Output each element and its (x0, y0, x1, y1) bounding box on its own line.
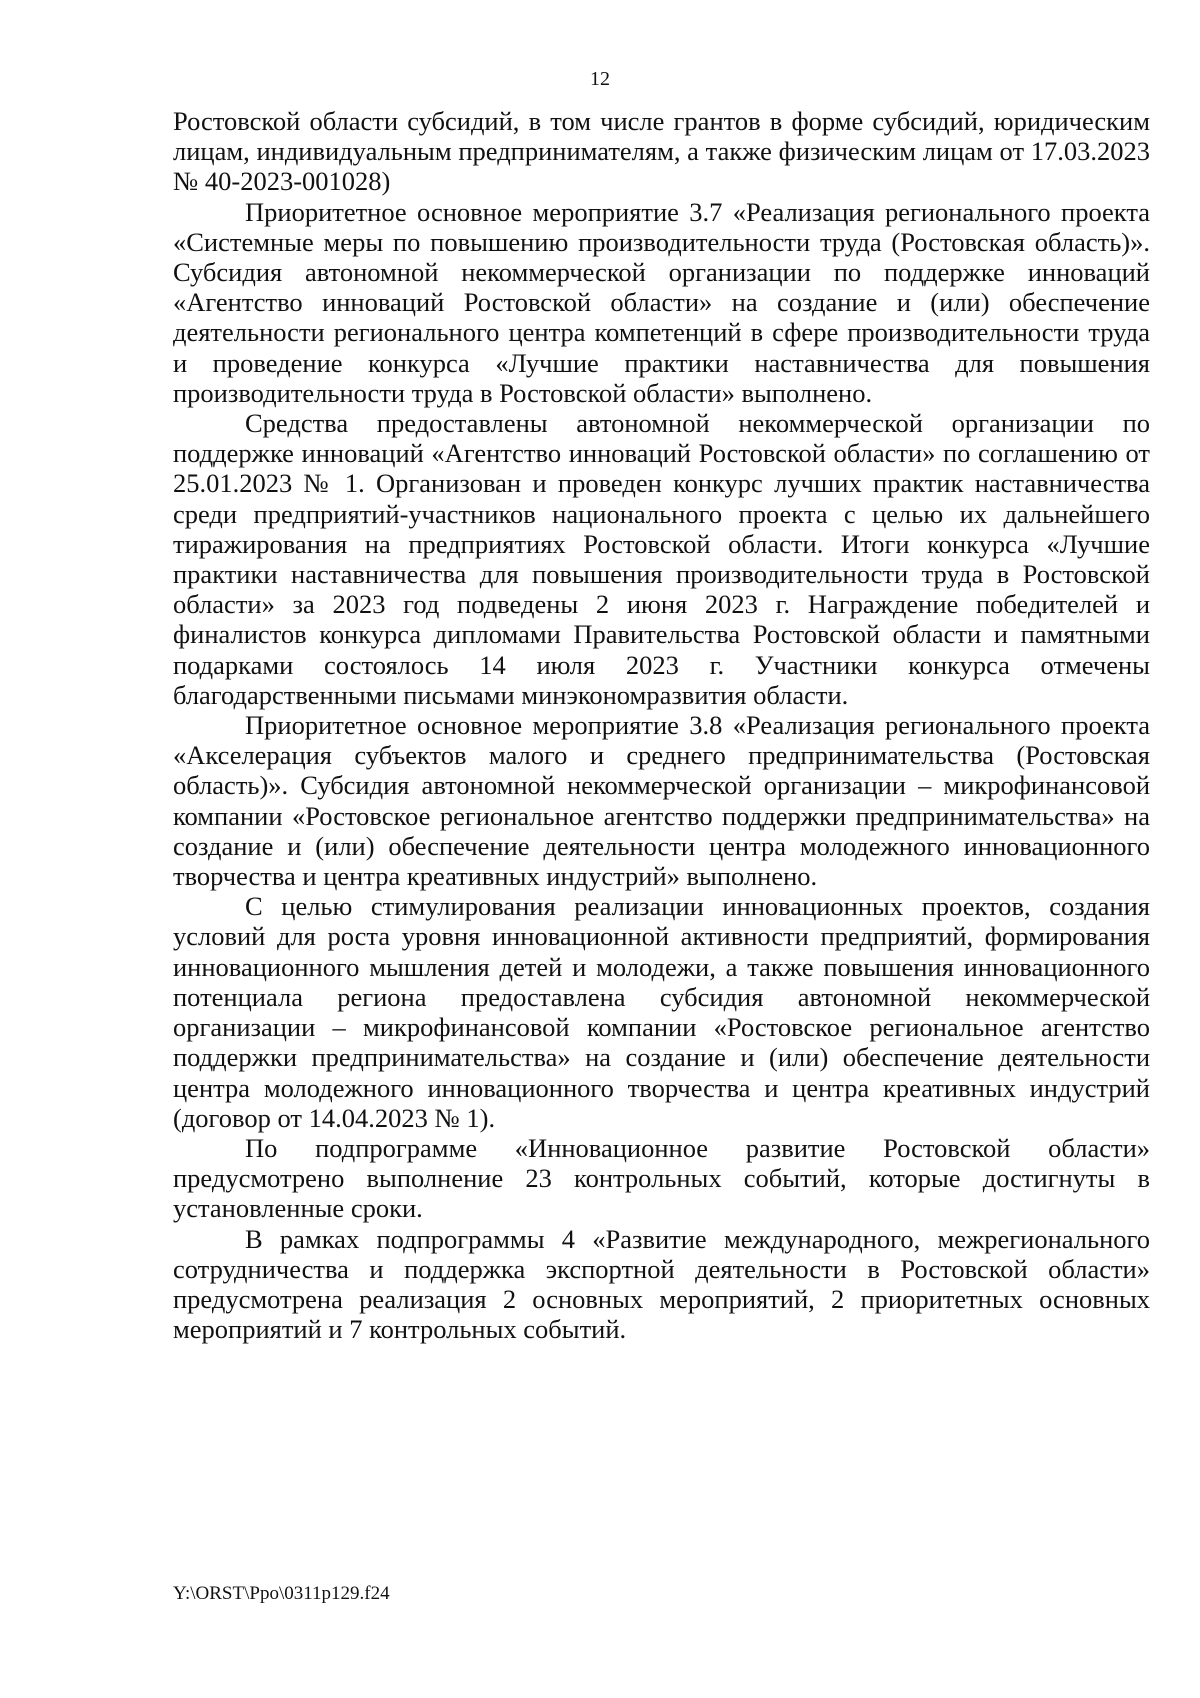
paragraph-funding-contest: Средства предоставлены автономной некоммерческой организации по поддержке инноваций «Агентство инноваций Ростовской области» по соглашению от 25.01.2023 № 1. Организован и проведен конкурс лучших практик наставничества среди предприятий-участников национального проекта с целью их дальнейшего тиражирования на предприятиях Ростовской области. Итоги конкурса «Лучшие практики наставничества для повышения производительности труда в Ростовской области» за 2023 год подведены 2 июня 2023 г. Награждение победителей и финалистов конкурса дипломами Правительства Ростовской области и памятными подарками состоялось 14 июля 2023 г. Участники конкурса отмечены благодарственными письмами минэкономразвития области. (173, 408, 1150, 710)
document-body (173, 106, 1150, 1344)
paragraph-measure-3-8: Приоритетное основное мероприятие 3.8 «Реализация регионального проекта «Акселерация субъектов малого и среднего предпринимательства (Ростовская область)». Субсидия автономной некоммерческой организации – микрофинансовой компании «Ростовское региональное агентство поддержки предпринимательства» на создание и (или) обеспечение деятельности центра молодежного инновационного творчества и центра креативных индустрий» выполнено. (173, 710, 1150, 892)
paragraph-innovation-subsidy: С целью стимулирования реализации инновационных проектов, создания условий для роста уровня инновационной активности предприятий, формирования инновационного мышления детей и молодежи, а также повышения инновационного потенциала региона предоставлена субсидия автономной некоммерческой организации – микрофинансовой компании «Ростовское региональное агентство поддержки предпринимательства» на создание и (или) обеспечение деятельности центра молодежного инновационного творчества и центра креативных индустрий (договор от 14.04.2023 № 1). (173, 891, 1150, 1133)
page-number: 12 (590, 68, 610, 90)
paragraph-subprogram-4: В рамках подпрограммы 4 «Развитие международного, межрегионального сотрудничества и поддержка экспортной деятельности в Ростовской области» предусмотрена реализация 2 основных мероприятий, 2 приоритетных основных мероприятий и 7 контрольных событий. (173, 1223, 1150, 1345)
paragraph-measure-3-7: Приоритетное основное мероприятие 3.7 «Реализация регионального проекта «Системные меры по повышению производительности труда (Ростовская область)». Субсидия автономной некоммерческой организации по поддержке инноваций «Агентство инноваций Ростовской области» на создание и (или) обеспечение деятельности регионального центра компетенций в сфере производительности труда и проведение конкурса «Лучшие практики наставничества для повышения производительности труда в Ростовской области» выполнено. (173, 196, 1150, 408)
paragraph-control-events: По подпрограмме «Инновационное развитие Ростовской области» предусмотрено выполнение 23 контрольных событий, которые достигнуты в установленные сроки. (173, 1132, 1150, 1224)
paragraph-continuation: Ростовской области субсидий, в том числе грантов в форме субсидий, юридическим лицам, индивидуальным предпринимателям, а также физическим лицам от 17.03.2023 № 40-2023-001028) (173, 106, 1150, 197)
file-path-footer: Y:\ORST\Ppo\0311p129.f24 (173, 1583, 390, 1604)
